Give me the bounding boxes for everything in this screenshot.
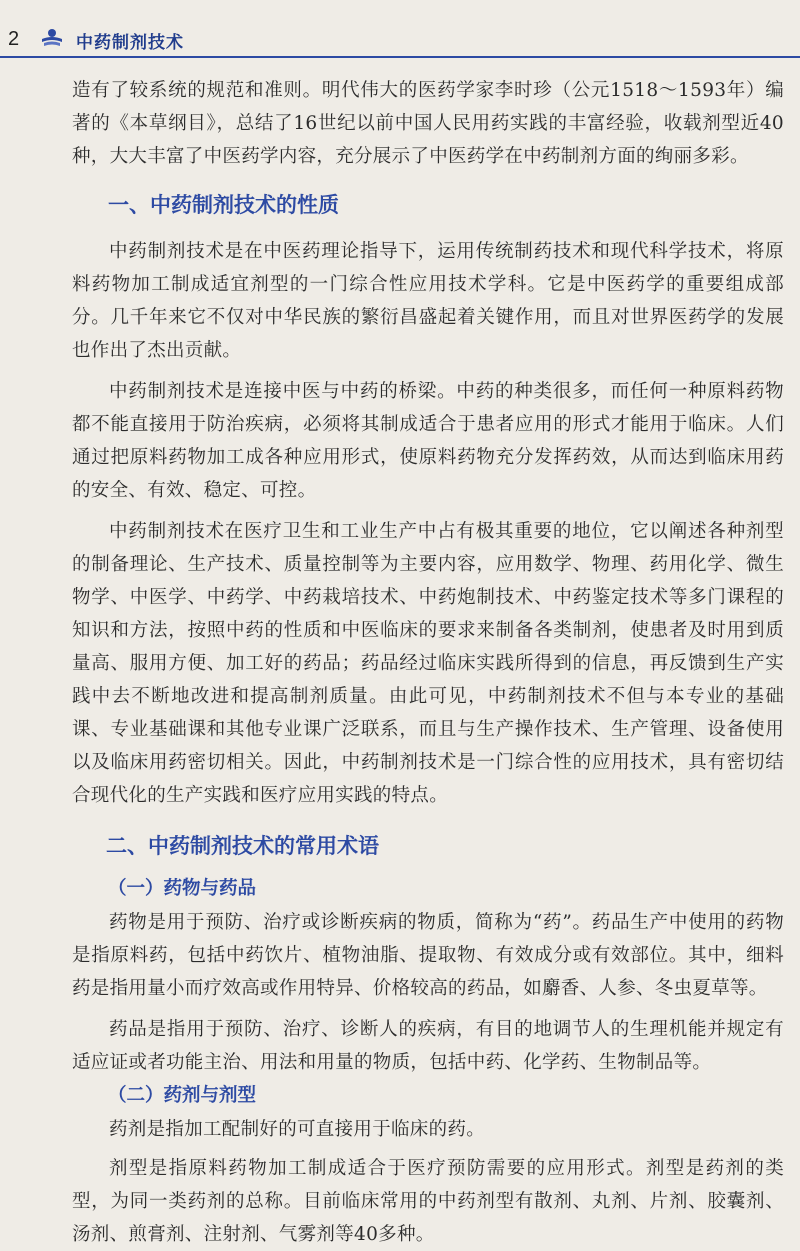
header-divider bbox=[0, 56, 800, 58]
page-body bbox=[72, 74, 784, 1251]
subsection-1-heading: （一）药物与药品 bbox=[108, 878, 257, 899]
subsection-2-paragraph: 剂型是指原料药物加工制成适合于医疗预防需要的应用形式。剂型是药剂的类型，为同一类药剂的总称。目前临床常用的中药剂型有散剂、丸剂、片剂、胶囊剂、汤剂、煎膏剂、注射剂、气雾剂等40多种。 bbox=[72, 1158, 784, 1245]
section-1-paragraph: 中药制剂技术是在中医药理论指导下，运用传统制药技术和现代科学技术，将原料药物加工制成适宜剂型的一门综合性应用技术学科。它是中医药学的重要组成部分。几千年来它不仅对中华民族的繁衍昌盛起着关键作用，而且对世界医药学的发展也作出了杰出贡献。 bbox=[72, 241, 784, 361]
section-1-paragraph: 中药制剂技术是连接中医与中药的桥梁。中药的种类很多，而任何一种原料药物都不能直接用于防治疾病，必须将其制成适合于患者应用的形式才能用于临床。人们通过把原料药物加工成各种应用形式，使原料药物充分发挥药效，从而达到临床用药的安全、有效、稳定、可控。 bbox=[72, 381, 784, 501]
section-1-heading: 一、中药制剂技术的性质 bbox=[108, 193, 339, 217]
subsection-1-paragraph: 药物是用于预防、治疗或诊断疾病的物质，简称为“药”。药品生产中使用的药物是指原料药，包括中药饮片、植物油脂、提取物、有效成分或有效部位。其中，细料药是指用量小而疗效高或作用特异、价格较高的药品，如麝香、人参、冬虫夏草等。 bbox=[72, 912, 784, 999]
subsection-1-paragraph: 药品是指用于预防、治疗、诊断人的疾病，有目的地调节人的生理机能并规定有适应证或者功能主治、用法和用量的物质，包括中药、化学药、生物制品等。 bbox=[72, 1019, 784, 1073]
section-2-heading: 二、中药制剂技术的常用术语 bbox=[106, 834, 379, 858]
book-logo-icon bbox=[40, 27, 64, 49]
section-1-paragraph: 中药制剂技术在医疗卫生和工业生产中占有极其重要的地位，它以阐述各种剂型的制备理论、生产技术、质量控制等为主要内容，应用数学、物理、药用化学、微生物学、中医学、中药学、中药栽培技术、中药炮制技术、中药鉴定技术等多门课程的知识和方法，按照中药的性质和中医临床的要求来制备各类制剂，使患者及时用到质量高、服用方便、加工好的药品；药品经过临床实践所得到的信息，再反馈到生产实践中去不断地改进和提高制剂质量。由此可见，中药制剂技术不但与本专业的基础课、专业基础课和其他专业课广泛联系，而且与生产操作技术、生产管理、设备使用以及临床用药密切相关。因此，中药制剂技术是一门综合性的应用技术，具有密切结合现代化的生产实践和医疗应用实践的特点。 bbox=[72, 521, 784, 806]
subsection-2-paragraph: 药剂是指加工配制好的可直接用于临床的药。 bbox=[109, 1119, 486, 1140]
intro-paragraph: 造有了较系统的规范和准则。明代伟大的医药学家李时珍（公元1518～1593年）编著的《本草纲目》，总结了16世纪以前中国人民用药实践的丰富经验，收载剂型近40种，大大丰富了中医药学内容，充分展示了中医药学在中药制剂方面的绚丽多彩。 bbox=[72, 80, 784, 167]
page-number: 2 bbox=[8, 28, 20, 50]
book-title: 中药制剂技术 bbox=[76, 33, 184, 53]
page-header bbox=[0, 0, 800, 70]
subsection-2-heading: （二）药剂与剂型 bbox=[108, 1085, 257, 1106]
